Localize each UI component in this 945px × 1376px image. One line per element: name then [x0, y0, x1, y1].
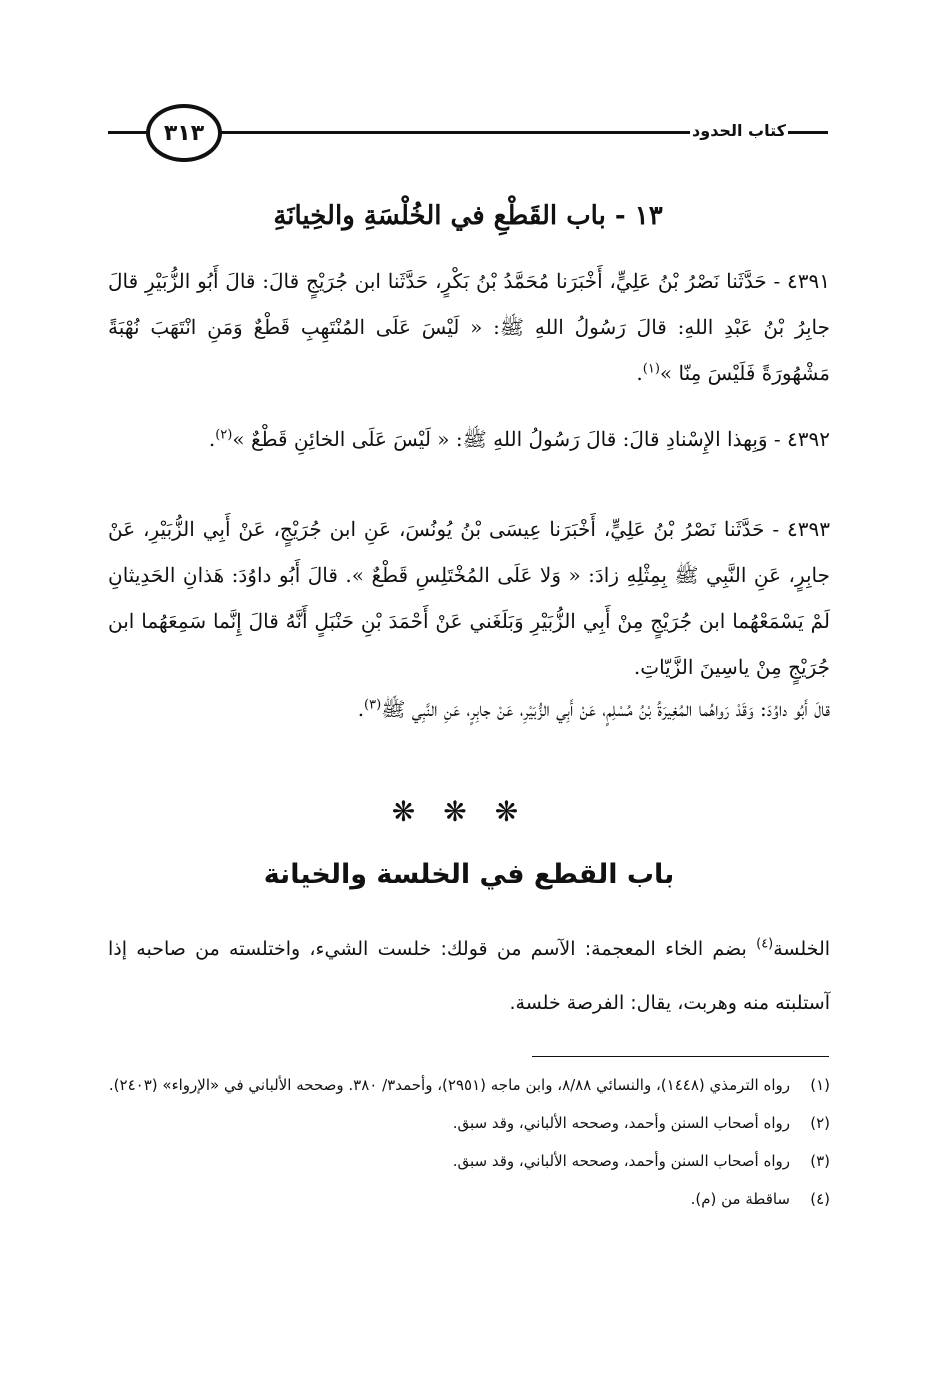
- footnote-text: رواه أصحاب السنن وأحمد، وصححه الألباني، وقد سبق.: [452, 1114, 790, 1132]
- footnote-text: رواه الترمذي (١٤٤٨)، والنسائي ٨/٨٨، وابن ماجه (٢٩٥١)، وأحمد٣/ ٣٨٠. وصححه الألباني في «الإرواء» (٢٤٠٣).: [108, 1076, 790, 1094]
- footnote-text: ساقطة من (م).: [690, 1190, 790, 1208]
- footnote-item: [108, 1104, 830, 1142]
- hadith-text: قالَ أَبُو داوُدَ: وَقَدْ رَواهُما المُغِيرَةُ بْنُ مُسْلِمٍ، عَنْ أَبِي الزُّبَيْرِ، عَنْ جابِرٍ، عَنِ النَّبِي ﷺ: [381, 697, 830, 721]
- running-head: كتاب الحدود: [692, 121, 786, 140]
- hadith-4391: [108, 258, 830, 396]
- header-rule-middle: [218, 131, 690, 134]
- footnotes: [108, 1066, 830, 1218]
- footnote-number: (٤): [810, 1190, 830, 1208]
- footnote-ref: (٤): [756, 936, 774, 952]
- commentary-body: [108, 922, 830, 1030]
- hadith-4392: [108, 416, 830, 462]
- hadith-tail: .: [208, 427, 216, 451]
- footnote-text: رواه أصحاب السنن وأحمد، وصححه الألباني، وقد سبق.: [452, 1152, 790, 1170]
- commentary-text: بضم الخاء المعجمة: الآسم من قولك: خلست الشيء، واختلسته من صاحبه إذا آستلبته منه وهربت، يقال: الفرصة خلسة.: [108, 938, 830, 1014]
- hadith-text: ٤٣٩٢ - وَبِهذا الإِسْنادِ قالَ: قالَ رَسُولُ اللهِ ﷺ: « لَيْسَ عَلَى الخائِنِ قَطْعٌ »: [232, 427, 830, 451]
- footnote-item: [108, 1066, 830, 1104]
- hadith-tail: .: [636, 361, 643, 385]
- hadith-text: ٤٣٩١ - حَدَّثَنا نَصْرُ بْنُ عَلِيٍّ، أَخْبَرَنا مُحَمَّدُ بْنُ بَكْرٍ، حَدَّثَنا ابن جُرَيْجٍ قالَ: قالَ أَبُو الزُّبَيْرِ قالَ جابِرُ بْنُ عَبْدِ اللهِ: قالَ رَسُولُ اللهِ ﷺ: « لَيْسَ عَلَى المُنْتَهِبِ قَطْعٌ وَمَنِ انْتَهَبَ نُهْبَةً مَشْهُورَةً فَلَيْسَ مِنّا »: [108, 269, 830, 385]
- footnote-number: (١): [810, 1076, 830, 1094]
- hadith-tail: .: [357, 697, 365, 721]
- footnote-ref: (١): [642, 361, 660, 377]
- footnote-item: [108, 1142, 830, 1180]
- footnote-divider: [532, 1056, 829, 1057]
- commentary-title: باب القطع في الخلسة والخيانة: [263, 859, 675, 890]
- footnote-ref: (٣): [364, 697, 382, 713]
- asterism-separator: ❋❋❋: [391, 795, 547, 828]
- hadith-text: ٤٣٩٣ - حَدَّثَنا نَصْرُ بْنُ عَلِيٍّ، أَخْبَرَنا عِيسَى بْنُ يُونُسَ، عَنِ ابن جُرَيْجٍ، عَنْ أَبِي الزُّبَيْرِ، عَنْ جابِرٍ، عَنِ النَّبِي ﷺ بِمِثْلِهِ زادَ: « وَلا عَلَى المُخْتَلِسِ قَطْعٌ ». قالَ أَبُو داوُدَ: هَذانِ الحَدِيثانِ لَمْ يَسْمَعْهُما ابن جُرَيْجٍ مِنْ أَبِي الزُّبَيْرِ وَبَلَغَني عَنْ أَحْمَدَ بْنِ حَنْبَلٍ أَنَّهُ قالَ إِنَّما سَمِعَهُما ابن جُرَيْجٍ مِنْ ياسِينَ الزَّيّاتِ.: [108, 517, 830, 679]
- page-number: ٣١٣: [146, 104, 222, 162]
- hadith-4393: [108, 506, 830, 690]
- footnote-number: (٣): [810, 1152, 830, 1170]
- footnote-ref: (٢): [215, 427, 233, 443]
- footnote-number: (٢): [810, 1114, 830, 1132]
- footnote-item: [108, 1180, 830, 1218]
- header-rule-right: [788, 131, 828, 134]
- chapter-title: ١٣ - باب القَطْعِ في الخُلْسَةِ والخِيانَةِ: [273, 201, 663, 231]
- commentary-term: الخلسة: [773, 938, 831, 960]
- abu-dawud-note: [108, 686, 830, 732]
